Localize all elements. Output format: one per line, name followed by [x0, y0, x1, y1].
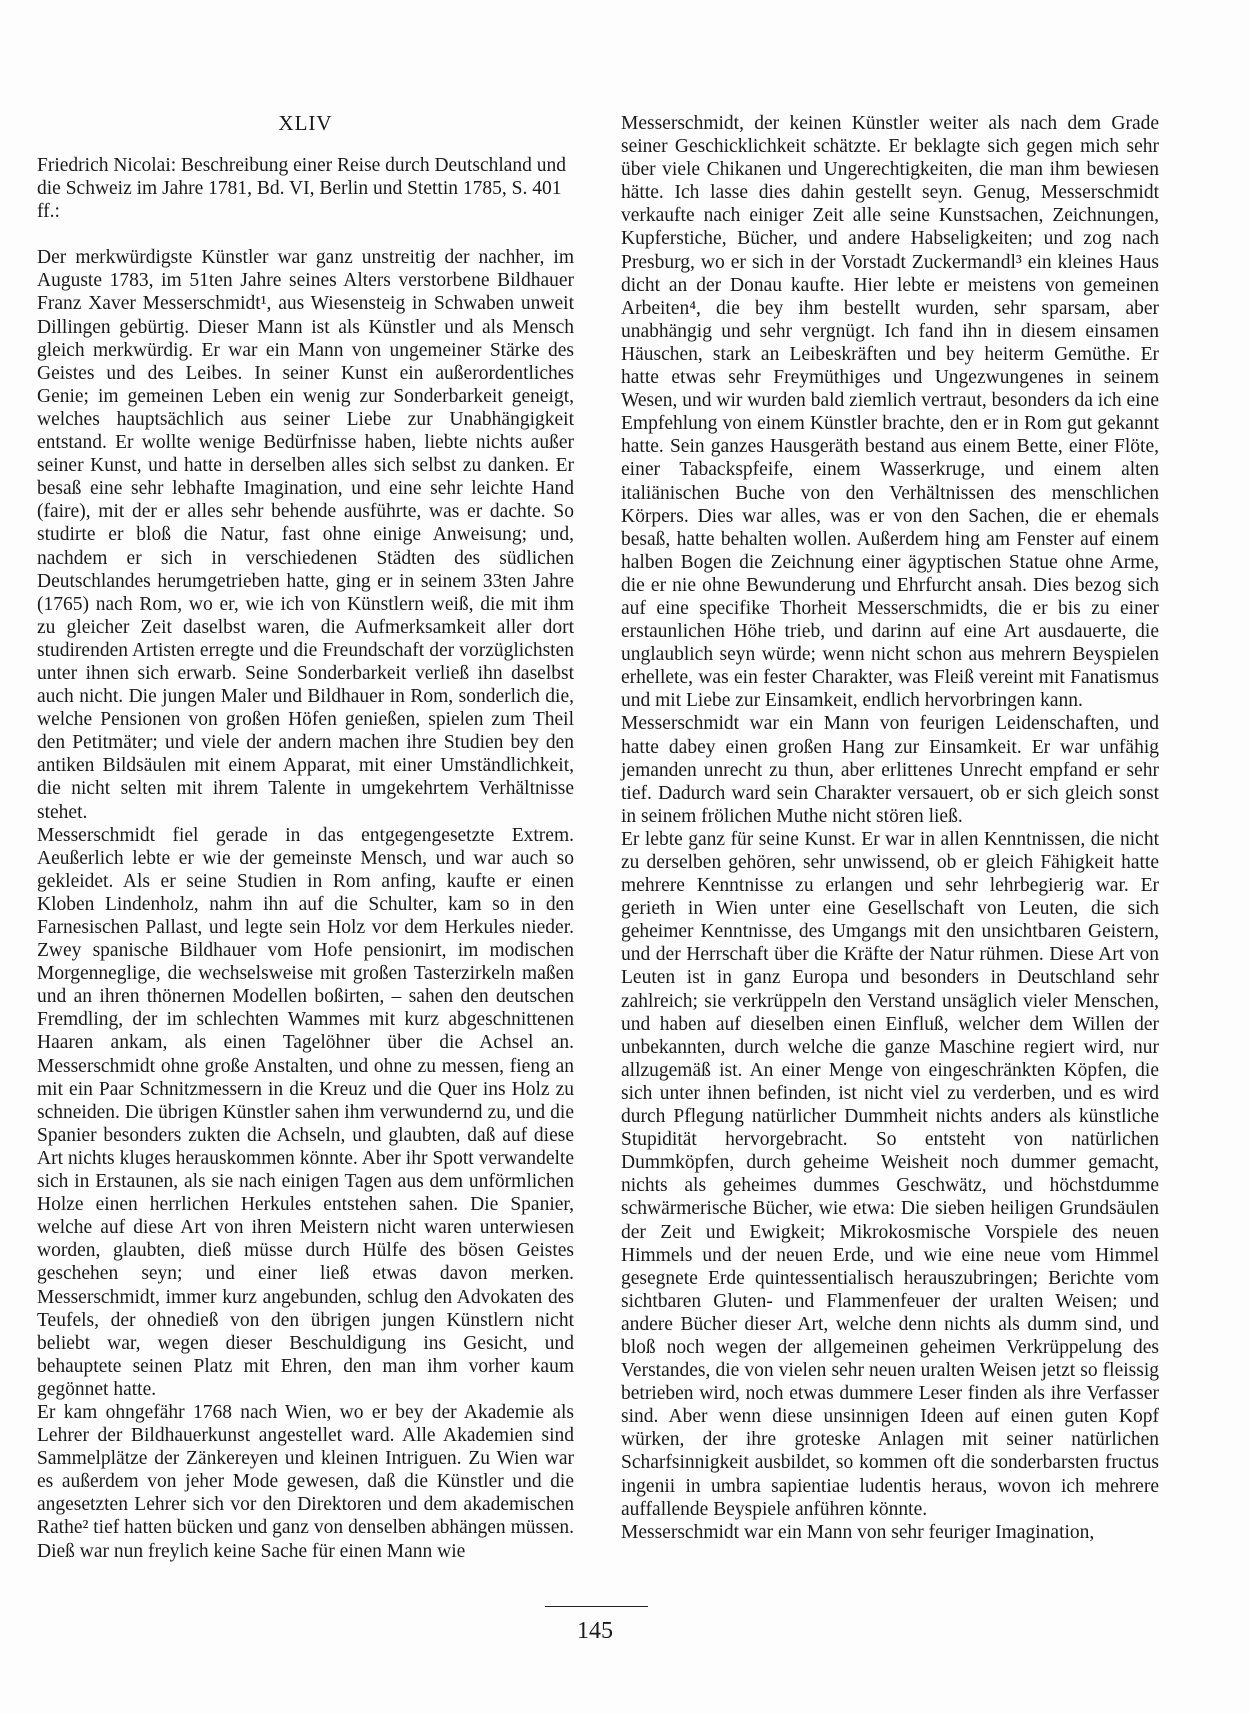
body-paragraph: Messerschmidt war ein Mann von feurigen Leidenschaften, und hatte dabey einen großen Hang zur Einsamkeit. Er war unfähig jemanden unrecht zu thun, aber erlittenes Unrecht empfand er sehr tief. Dadurch ward sein Charakter versauert, ob er sich gleich sonst in seinem frölichen Muthe nicht stören ließ.: [621, 713, 1159, 827]
footer-rule: [545, 1606, 648, 1607]
section-heading: XLIV: [278, 111, 333, 135]
page-number: 145: [577, 1618, 613, 1644]
body-paragraph: Messerschmidt fiel gerade in das entgegengesetzte Extrem. Aeußerlich lebte er wie der gemeinste Mensch, und war auch so gekleidet. Als er seine Studien in Rom anfing, kaufte er einen Kloben Lindenholz, nahm ihn auf die Schulter, kam so in den Farnesischen Pallast, und legte sein Holz vor dem Herkules nieder. Zwey spanische Bildhauer vom Hofe pensionirt, im modischen Morgenneglige, die wechselsweise mit großen Tasterzirkeln maßen und an ihren thönernen Modellen boßirten, – sahen den deutschen Fremdling, der im schlechten Wammes mit kurz abgeschnittenen Haaren ankam, als einen Tagelöhner über die Achsel an. Messerschmidt ohne große Anstalten, und ohne zu messen, fieng an mit ein Paar Schnitzmessern in die Kreuz und die Quer ins Holz zu schneiden. Die übrigen Künstler sahen ihm verwundernd zu, und die Spanier besonders zukten die Achseln, und glaubten, daß auf diese Art nichts kluges herauskommen könnte. Aber ihr Spott verwandelte sich in Erstaunen, als sie nach einigen Tagen aus dem unförmlichen Holze einen herrlichen Herkules entstehen sahen. Die Spanier, welche auf diese Art von ihren Meistern nicht waren unterwiesen worden, glaubten, dieß müsse durch Hülfe des bösen Geistes geschehen seyn; und einer ließ etwas davon merken. Messerschmidt, immer kurz angebunden, schlug den Advokaten des Teufels, der ohnedieß von den übrigen jungen Künstlern nicht beliebt war, wegen dieser Beschuldigung ins Gesicht, und behauptete seinen Platz mit Ehren, den man ihm vorher kaum gegönnet hatte.: [37, 824, 574, 1400]
body-paragraph: Er kam ohngefähr 1768 nach Wien, wo er bey der Akademie als Lehrer der Bildhauerkunst angestellet ward. Alle Akademien sind Sammelplätze der Zänkereyen und kleinen Intriguen. Zu Wien war es außerdem von jeher Mode gewesen, daß die Künstler und die angesetzten Lehrer sich vor den Direktoren und dem akademischen Rathe² tief hatten bücken und ganz von denselben abhängen müssen. Dieß war nun freylich keine Sache für einen Mann wie: [37, 1401, 574, 1562]
left-column: [37, 112, 574, 1563]
body-paragraph: Er lebte ganz für seine Kunst. Er war in allen Kenntnissen, die nicht zu derselben gehören, sehr unwissend, ob er gleich Fähigkeit hatte mehrere Kenntnisse zu erlangen und sehr lehrbegierig war. Er gerieth in Wien unter eine Gesellschaft von Leuten, die sich geheimer Kenntnisse, des Umgangs mit den unsichtbaren Geistern, und der Herrschaft über die Kräfte der Natur rühmen. Diese Art von Leuten ist in ganz Europa und besonders in Deutschland sehr zahlreich; sie verkrüppeln den Verstand unsäglich vieler Menschen, und haben auf dieselben einen Einfluß, welcher dem Willen der unbekannten, durch welche die ganze Maschine regiert wird, nur allzugemäß ist. An einer Menge von eingeschränkten Köpfen, die sich unter ihnen befinden, ist nicht viel zu verderben, und es wird durch Pflegung natürlicher Dummheit nichts anders als künstliche Stupidität hervorgebracht. So entsteht von natürlichen Dummköpfen, durch geheime Weisheit noch dummer gemacht, nichts als geheimes dummes Geschwätz, und höchstdumme schwärmerische Bücher, wie etwa: Die sieben heiligen Grundsäulen der Zeit und Ewigkeit; Mikrokosmische Vorspiele des neuen Himmels und der neuen Erde, und wie eine neue vom Himmel gesegnete Erde quintessentialisch herauszubringen; Berichte vom sichtbaren Gluten- und Flammenfeuer der uralten Weisen; und andere Bücher dieser Art, welche denn nichts als dumm sind, und bloß noch wegen der allgemeinen geheimen Verkrüppelung des Verstandes, die von vielen sehr neuen uralten Weisen jetzt so fleissig betrieben wird, noch etwas dummere Leser finden als ihre Verfasser sind. Aber wenn diese unsinnigen Ideen auf einen guten Kopf würken, der ihre groteske Anlagen mit seiner natürlichen Scharfsinnigkeit ausbildet, so kommen oft die sonderbarsten fructus ingenii in umbra sapientiae ludentis heraus, wovon ich mehrere auffallende Beyspiele anführen könnte.: [621, 828, 1159, 1520]
body-paragraph: Messerschmidt, der keinen Künstler weiter als nach dem Grade seiner Geschicklichkeit schätzte. Er beklagte sich gegen mich sehr über viele Chikanen und Ungerechtigkeiten, die man ihm bewiesen hätte. Ich lasse dies dahin gestellt seyn. Genug, Messerschmidt verkaufte nach einiger Zeit alle seine Kunstsachen, Zeichnungen, Kupferstiche, Bücher, und andere Habseligkeiten; und zog nach Presburg, wo er sich in der Vorstadt Zuckermandl³ ein kleines Haus dicht an der Donau kaufte. Hier lebte er meistens von gemeinen Arbeiten⁴, die bey ihm bestellt wurden, sehr sparsam, aber unabhängig und sehr vergnügt. Ich fand ihn in diesem einsamen Häuschen, stark an Leibeskräften und bey heiterm Gemüthe. Er hatte etwas sehr Freymüthiges und Ungezwungenes in seinem Wesen, und wir wurden bald ziemlich vertraut, besonders da ich eine Empfehlung von einem Künstler brachte, den er in Rom gut gekannt hatte. Sein ganzes Hausgeräth bestand aus einem Bette, einer Flöte, einer Tabackspfeife, einem Wasserkruge, und einem alten italiänischen Buche von den Verhältnissen des menschlichen Körpers. Dies war alles, was er von den Sachen, die er ehemals besaß, hatte behalten wollen. Außerdem hing am Fenster auf einem halben Bogen die Zeichnung einer ägyptischen Statue ohne Arme, die er nie ohne Bewunderung und Ehrfurcht ansah. Dies bezog sich auf eine specifike Thorheit Messerschmidts, die er bis zu einer erstaunlichen Höhe trieb, und darinn auf eine Art ausdauerte, die unglaublich seyn würde; wenn nicht schon aus mehrern Beyspielen erhellete, was ein fester Charakter, was Fleiß vereint mit Fanatismus und mit Liebe zur Einsamkeit, endlich hervorbringen kann.: [621, 113, 1159, 712]
body-paragraph: Messerschmidt war ein Mann von sehr feuriger Imagination,: [621, 1521, 1095, 1543]
right-column: [621, 112, 1159, 1544]
body-paragraph: Der merkwürdigste Künstler war ganz unstreitig der nachher, im Auguste 1783, im 51ten Jahre seines Alters verstorbene Bildhauer Franz Xaver Messerschmidt¹, aus Wiesensteig in Schwaben unweit Dillingen gebürtig. Dieser Mann ist als Künstler und als Mensch gleich merkwürdig. Er war ein Mann von ungemeiner Stärke des Geistes und des Leibes. In seiner Kunst ein außerordentliches Genie; im gemeinen Leben ein wenig zur Sonderbarkeit geneigt, welches hauptsächlich aus seiner Liebe zur Unabhängigkeit entstand. Er wollte wenige Bedürfnisse haben, liebte nichts außer seiner Kunst, und hatte in derselben alles sich selbst zu danken. Er besaß eine sehr lebhafte Imagination, und eine sehr leichte Hand (faire), mit der er alles sehr behende ausführte, was er dachte. So studirte er bloß die Natur, fast ohne einige Anweisung; und, nachdem er sich in verschiedenen Städten des südlichen Deutschlandes herumgetrieben hatte, ging er in seinem 33ten Jahre (1765) nach Rom, wo er, wie ich von Künstlern weiß, die mit ihm zu gleicher Zeit daselbst waren, die Aufmerksamkeit aller dort studirenden Artisten erregte und die Freundschaft der vorzüglichsten unter ihnen sich erwarb. Seine Sonderbarkeit verließ ihn daselbst auch nicht. Die jungen Maler und Bildhauer in Rom, sonderlich die, welche Pensionen von großen Höfen genießen, spielen zum Theil den Petitmäter; und viele der andern machen ihre Studien bey den antiken Bildsäulen mit einem Apparat, mit einer Umständlichkeit, die nicht selten mit ihrem Talente in umgekehrtem Verhältnisse stehet.: [37, 247, 574, 823]
source-citation: Friedrich Nicolai: Beschreibung einer Reise durch Deutschland und die Schweiz im Jahre 1781, Bd. VI, Berlin und Stettin 1785, S. 401 ff.:: [37, 155, 567, 223]
